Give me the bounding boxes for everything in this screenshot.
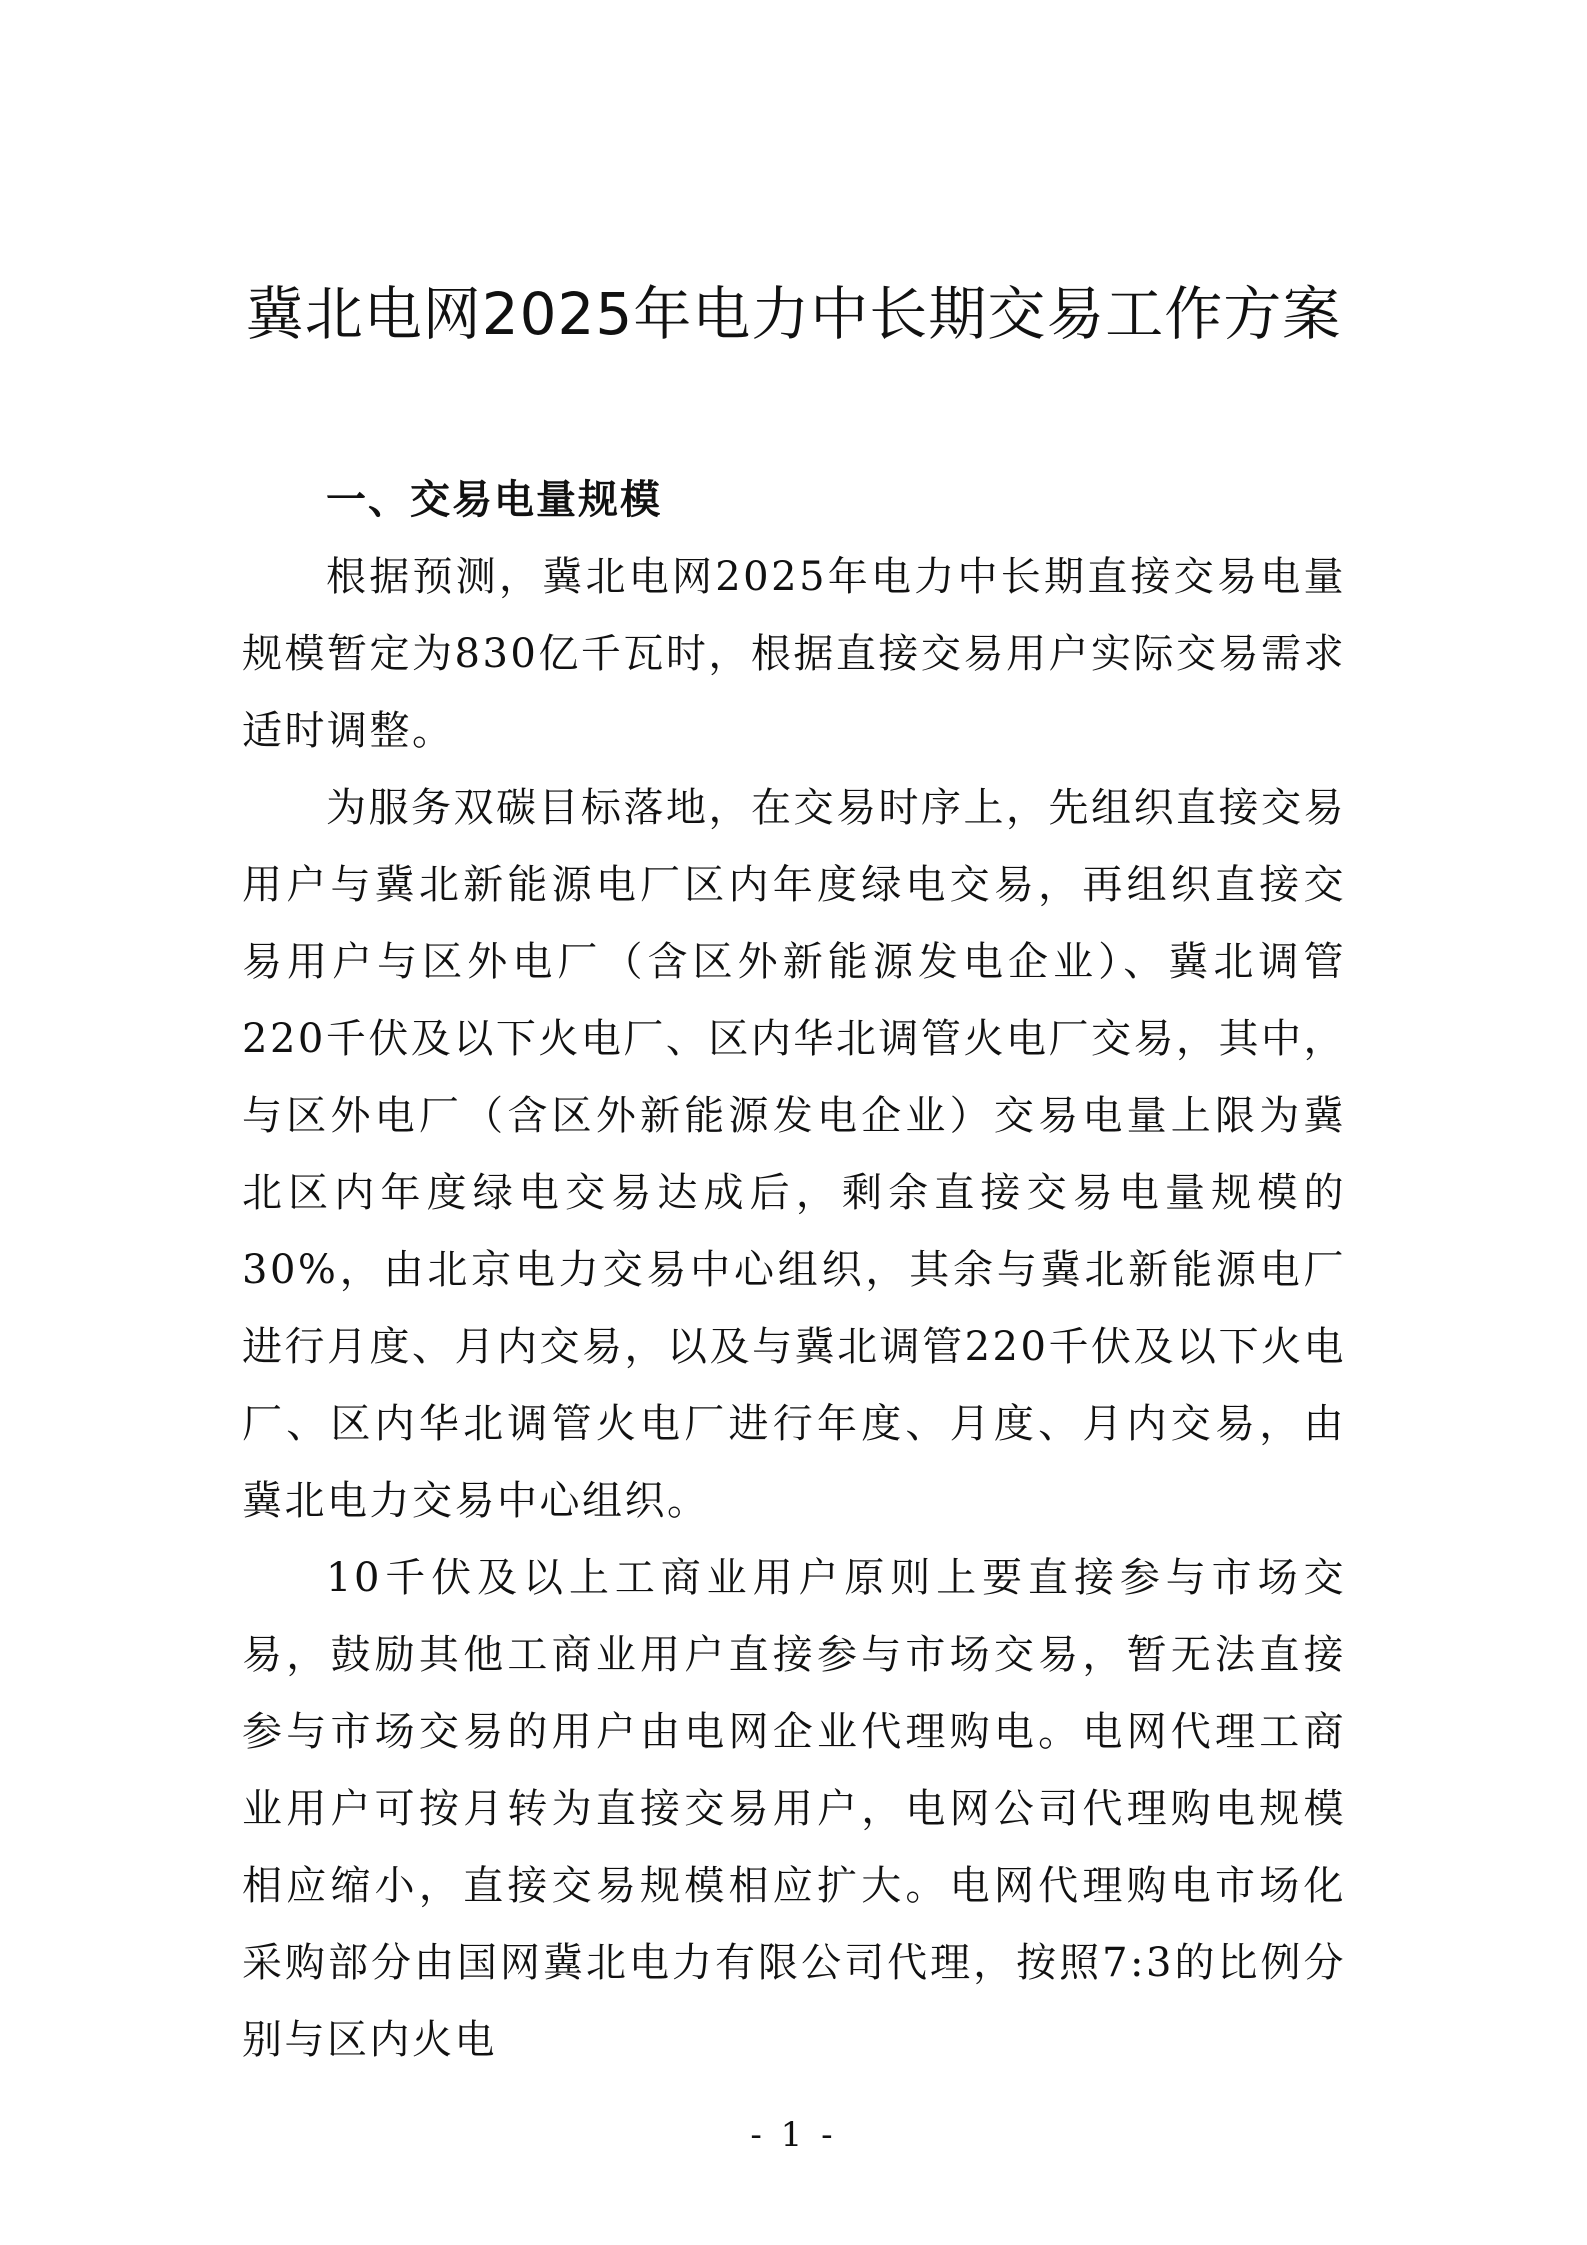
page-number: - 1 - — [750, 2115, 837, 2155]
paragraph-1: 根据预测，冀北电网2025年电力中长期直接交易电量规模暂定为830亿千瓦时，根据直接交易用户实际交易需求适时调整。 — [242, 554, 1346, 754]
paragraph-3: 10千伏及以上工商业用户原则上要直接参与市场交易，鼓励其他工商业用户直接参与市场交易，暂无法直接参与市场交易的用户由电网企业代理购电。电网代理工商业用户可按月转为直接交易用户，电网公司代理购电规模相应缩小，直接交易规模相应扩大。电网代理购电市场化采购部分由国网冀北电力有限公司代理，按照7:3的比例分别与区内火电 — [242, 1555, 1346, 2063]
paragraph-2: 为服务双碳目标落地，在交易时序上，先组织直接交易用户与冀北新能源电厂区内年度绿电交易，再组织直接交易用户与区外电厂（含区外新能源发电企业）、冀北调管220千伏及以下火电厂、区内华北调管火电厂交易，其中，与区外电厂（含区外新能源发电企业）交易电量上限为冀北区内年度绿电交易达成后，剩余直接交易电量规模的30%，由北京电力交易中心组织，其余与冀北新能源电厂进行月度、月内交易，以及与冀北调管220千伏及以下火电厂、区内华北调管火电厂进行年度、月度、月内交易，由冀北电力交易中心组织。 — [242, 785, 1346, 1524]
section-heading: 一、交易电量规模 — [326, 477, 662, 523]
document-body — [242, 462, 1346, 2079]
document-title: 冀北电网2025年电力中长期交易工作方案 — [245, 280, 1342, 348]
